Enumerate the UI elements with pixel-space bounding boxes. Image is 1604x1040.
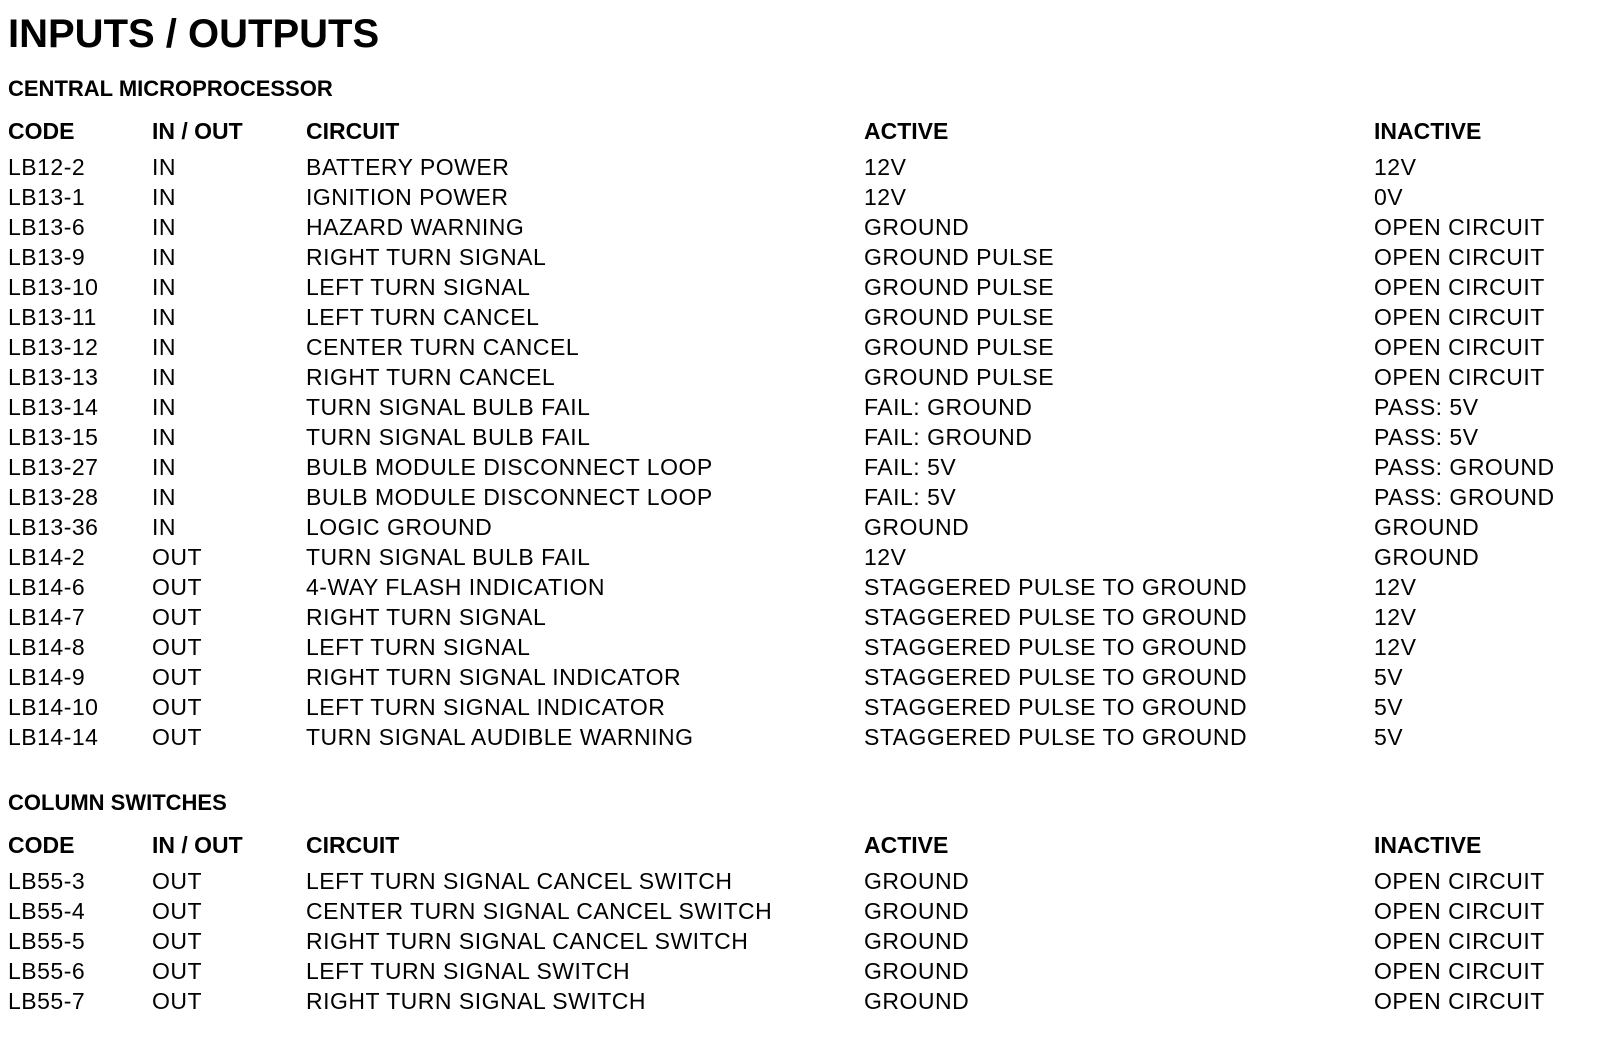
row-active: GROUND PULSE xyxy=(864,244,1055,270)
header-circuit: CIRCUIT xyxy=(306,832,400,858)
row-circuit: CENTER TURN SIGNAL CANCEL SWITCH xyxy=(306,898,773,924)
row-in-out: OUT xyxy=(152,694,203,720)
header-active: ACTIVE xyxy=(864,118,949,144)
table-row xyxy=(0,866,1604,896)
row-inactive: OPEN CIRCUIT xyxy=(1374,304,1545,330)
row-in-out: OUT xyxy=(152,988,203,1014)
row-active: GROUND PULSE xyxy=(864,274,1055,300)
row-in-out: OUT xyxy=(152,604,203,630)
table-row xyxy=(0,692,1604,722)
row-code: LB14-8 xyxy=(8,634,86,660)
header-inactive: INACTIVE xyxy=(1374,832,1482,858)
row-circuit: TURN SIGNAL BULB FAIL xyxy=(306,394,591,420)
row-active: FAIL: 5V xyxy=(864,484,957,510)
row-code: LB14-10 xyxy=(8,694,99,720)
table-row xyxy=(0,452,1604,482)
section-title-column-switches: COLUMN SWITCHES xyxy=(8,790,227,815)
row-circuit: BULB MODULE DISCONNECT LOOP xyxy=(306,454,713,480)
row-inactive: PASS: 5V xyxy=(1374,394,1479,420)
table-row xyxy=(0,332,1604,362)
row-active: 12V xyxy=(864,154,907,180)
row-inactive: GROUND xyxy=(1374,544,1480,570)
row-active: GROUND xyxy=(864,898,970,924)
row-circuit: LOGIC GROUND xyxy=(306,514,493,540)
row-in-out: OUT xyxy=(152,928,203,954)
table-row xyxy=(0,986,1604,1016)
row-inactive: OPEN CIRCUIT xyxy=(1374,214,1545,240)
header-in-out: IN / OUT xyxy=(152,832,243,858)
row-code: LB55-4 xyxy=(8,898,86,924)
row-inactive: 5V xyxy=(1374,694,1404,720)
row-circuit: RIGHT TURN SIGNAL xyxy=(306,244,547,270)
row-code: LB13-36 xyxy=(8,514,99,540)
row-circuit: TURN SIGNAL BULB FAIL xyxy=(306,424,591,450)
row-active: STAGGERED PULSE TO GROUND xyxy=(864,694,1248,720)
table-row xyxy=(0,572,1604,602)
row-active: STAGGERED PULSE TO GROUND xyxy=(864,724,1248,750)
row-circuit: CENTER TURN CANCEL xyxy=(306,334,580,360)
table-row xyxy=(0,722,1604,752)
row-code: LB14-14 xyxy=(8,724,99,750)
row-inactive: OPEN CIRCUIT xyxy=(1374,274,1545,300)
row-circuit: IGNITION POWER xyxy=(306,184,509,210)
row-in-out: IN xyxy=(152,154,176,180)
row-code: LB14-2 xyxy=(8,544,86,570)
section-title-central-microprocessor: CENTRAL MICROPROCESSOR xyxy=(8,76,333,101)
header-circuit: CIRCUIT xyxy=(306,118,400,144)
row-circuit: HAZARD WARNING xyxy=(306,214,525,240)
row-inactive: GROUND xyxy=(1374,514,1480,540)
header-code: CODE xyxy=(8,832,75,858)
table-row xyxy=(0,272,1604,302)
row-in-out: IN xyxy=(152,184,176,210)
row-circuit: RIGHT TURN SIGNAL xyxy=(306,604,547,630)
row-in-out: IN xyxy=(152,454,176,480)
row-active: STAGGERED PULSE TO GROUND xyxy=(864,574,1248,600)
row-in-out: IN xyxy=(152,334,176,360)
row-code: LB14-9 xyxy=(8,664,86,690)
row-inactive: OPEN CIRCUIT xyxy=(1374,334,1545,360)
row-code: LB14-7 xyxy=(8,604,86,630)
table-row xyxy=(0,392,1604,422)
row-code: LB13-14 xyxy=(8,394,99,420)
table-row xyxy=(0,182,1604,212)
row-active: GROUND xyxy=(864,868,970,894)
row-code: LB55-5 xyxy=(8,928,86,954)
row-code: LB13-28 xyxy=(8,484,99,510)
row-circuit: LEFT TURN SIGNAL CANCEL SWITCH xyxy=(306,868,733,894)
row-code: LB13-11 xyxy=(8,304,97,330)
row-active: GROUND PULSE xyxy=(864,304,1055,330)
header-inactive: INACTIVE xyxy=(1374,118,1482,144)
row-active: GROUND xyxy=(864,514,970,540)
row-active: 12V xyxy=(864,184,907,210)
row-in-out: IN xyxy=(152,304,176,330)
row-inactive: 12V xyxy=(1374,634,1417,660)
table-row xyxy=(0,602,1604,632)
table-header-central-microprocessor xyxy=(0,116,1604,146)
row-code: LB14-6 xyxy=(8,574,86,600)
row-in-out: OUT xyxy=(152,724,203,750)
row-in-out: IN xyxy=(152,214,176,240)
table-row xyxy=(0,896,1604,926)
row-in-out: IN xyxy=(152,394,176,420)
row-in-out: OUT xyxy=(152,664,203,690)
row-inactive: OPEN CIRCUIT xyxy=(1374,898,1545,924)
row-inactive: OPEN CIRCUIT xyxy=(1374,958,1545,984)
table-row xyxy=(0,926,1604,956)
row-active: GROUND xyxy=(864,958,970,984)
row-code: LB13-27 xyxy=(8,454,99,480)
table-row xyxy=(0,152,1604,182)
row-code: LB13-12 xyxy=(8,334,99,360)
table-row xyxy=(0,512,1604,542)
row-inactive: 0V xyxy=(1374,184,1404,210)
row-code: LB55-6 xyxy=(8,958,86,984)
row-circuit: LEFT TURN SIGNAL SWITCH xyxy=(306,958,631,984)
row-inactive: PASS: GROUND xyxy=(1374,484,1555,510)
row-circuit: LEFT TURN SIGNAL xyxy=(306,634,531,660)
row-active: FAIL: GROUND xyxy=(864,424,1033,450)
table-row xyxy=(0,242,1604,272)
row-inactive: OPEN CIRCUIT xyxy=(1374,988,1545,1014)
header-active: ACTIVE xyxy=(864,832,949,858)
row-code: LB13-6 xyxy=(8,214,86,240)
row-in-out: IN xyxy=(152,514,176,540)
row-inactive: 12V xyxy=(1374,154,1417,180)
row-code: LB13-13 xyxy=(8,364,99,390)
row-circuit: RIGHT TURN SIGNAL CANCEL SWITCH xyxy=(306,928,749,954)
row-in-out: IN xyxy=(152,274,176,300)
row-inactive: OPEN CIRCUIT xyxy=(1374,928,1545,954)
page-title: INPUTS / OUTPUTS xyxy=(8,12,380,56)
row-in-out: IN xyxy=(152,484,176,510)
row-in-out: IN xyxy=(152,244,176,270)
row-active: STAGGERED PULSE TO GROUND xyxy=(864,604,1248,630)
header-code: CODE xyxy=(8,118,75,144)
row-in-out: OUT xyxy=(152,544,203,570)
row-active: GROUND PULSE xyxy=(864,334,1055,360)
row-inactive: 5V xyxy=(1374,664,1404,690)
table-row xyxy=(0,212,1604,242)
row-active: GROUND xyxy=(864,988,970,1014)
row-circuit: RIGHT TURN SIGNAL INDICATOR xyxy=(306,664,682,690)
row-in-out: IN xyxy=(152,364,176,390)
table-row xyxy=(0,302,1604,332)
row-code: LB13-10 xyxy=(8,274,99,300)
row-inactive: 12V xyxy=(1374,604,1417,630)
row-code: LB55-7 xyxy=(8,988,86,1014)
row-in-out: OUT xyxy=(152,868,203,894)
row-active: GROUND PULSE xyxy=(864,364,1055,390)
row-in-out: OUT xyxy=(152,898,203,924)
row-in-out: OUT xyxy=(152,574,203,600)
row-active: STAGGERED PULSE TO GROUND xyxy=(864,634,1248,660)
row-circuit: LEFT TURN CANCEL xyxy=(306,304,540,330)
row-circuit: TURN SIGNAL BULB FAIL xyxy=(306,544,591,570)
row-active: 12V xyxy=(864,544,907,570)
row-circuit: TURN SIGNAL AUDIBLE WARNING xyxy=(306,724,694,750)
row-circuit: RIGHT TURN CANCEL xyxy=(306,364,556,390)
header-in-out: IN / OUT xyxy=(152,118,243,144)
row-in-out: OUT xyxy=(152,958,203,984)
row-circuit: BULB MODULE DISCONNECT LOOP xyxy=(306,484,713,510)
row-in-out: OUT xyxy=(152,634,203,660)
table-row xyxy=(0,632,1604,662)
row-code: LB13-15 xyxy=(8,424,99,450)
row-circuit: LEFT TURN SIGNAL INDICATOR xyxy=(306,694,666,720)
row-active: GROUND xyxy=(864,214,970,240)
table-row xyxy=(0,956,1604,986)
table-row xyxy=(0,482,1604,512)
row-inactive: OPEN CIRCUIT xyxy=(1374,364,1545,390)
row-circuit: BATTERY POWER xyxy=(306,154,510,180)
table-header-column-switches xyxy=(0,830,1604,860)
row-inactive: OPEN CIRCUIT xyxy=(1374,244,1545,270)
table-row xyxy=(0,662,1604,692)
row-circuit: LEFT TURN SIGNAL xyxy=(306,274,531,300)
row-circuit: 4-WAY FLASH INDICATION xyxy=(306,574,605,600)
row-code: LB55-3 xyxy=(8,868,86,894)
row-code: LB12-2 xyxy=(8,154,86,180)
row-inactive: 5V xyxy=(1374,724,1404,750)
table-row xyxy=(0,422,1604,452)
row-active: FAIL: GROUND xyxy=(864,394,1033,420)
row-circuit: RIGHT TURN SIGNAL SWITCH xyxy=(306,988,646,1014)
row-inactive: 12V xyxy=(1374,574,1417,600)
row-code: LB13-9 xyxy=(8,244,86,270)
row-active: STAGGERED PULSE TO GROUND xyxy=(864,664,1248,690)
row-inactive: OPEN CIRCUIT xyxy=(1374,868,1545,894)
row-active: GROUND xyxy=(864,928,970,954)
row-inactive: PASS: 5V xyxy=(1374,424,1479,450)
table-row xyxy=(0,542,1604,572)
row-inactive: PASS: GROUND xyxy=(1374,454,1555,480)
row-active: FAIL: 5V xyxy=(864,454,957,480)
row-in-out: IN xyxy=(152,424,176,450)
row-code: LB13-1 xyxy=(8,184,86,210)
table-row xyxy=(0,362,1604,392)
